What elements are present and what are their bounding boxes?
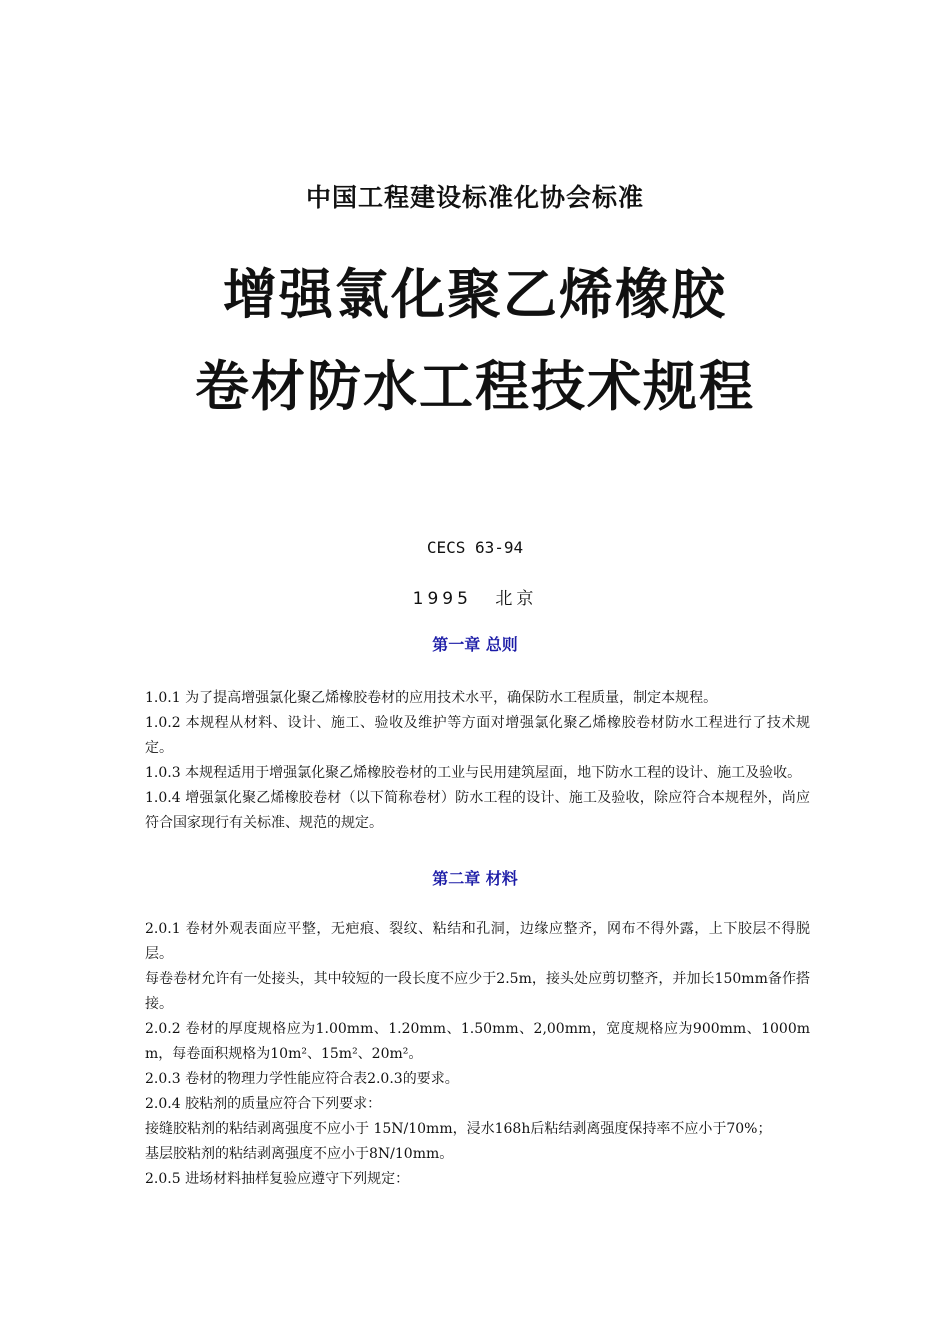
clause-1-0-2: 1.0.2 本规程从材料、设计、施工、验收及维护等方面对增强氯化聚乙烯橡胶卷材防水工程进行了技术规定。 [145, 715, 810, 756]
clause-2-0-4-seam-adhesive: 接缝胶粘剂的粘结剥离强度不应小于 15N/10mm，浸水168h后粘结剥离强度保持率不应小于70%； [145, 1121, 772, 1137]
clause-1-0-1: 1.0.1 为了提高增强氯化聚乙烯橡胶卷材的应用技术水平，确保防水工程质量，制定本规程。 [145, 690, 718, 706]
clause-2-0-3: 2.0.3 卷材的物理力学性能应符合表2.0.3的要求。 [145, 1071, 459, 1087]
clause-2-0-4-base-adhesive: 基层胶粘剂的粘结剥离强度不应小于8N/10mm。 [145, 1146, 454, 1162]
clause-2-0-5: 2.0.5 进场材料抽样复验应遵守下列规定： [145, 1171, 410, 1187]
chapter2-heading: 第二章 材料 [432, 869, 518, 888]
clause-2-0-2: 2.0.2 卷材的厚度规格应为1.00mm、1.20mm、1.50mm、2,00mm，宽度规格应为900mm、1000mm，每卷面积规格为10m²、15m²、20m²。 [145, 1021, 810, 1062]
document-title-line2: 卷材防水工程技术规程 [195, 355, 755, 418]
clause-1-0-4: 1.0.4 增强氯化聚乙烯橡胶卷材（以下简称卷材）防水工程的设计、施工及验收，除应符合本规程外，尚应符合国家现行有关标准、规范的规定。 [145, 790, 810, 831]
clause-2-0-1: 2.0.1 卷材外观表面应平整，无疤痕、裂纹、粘结和孔洞，边缘应整齐，网布不得外露，上下胶层不得脱层。 [145, 921, 810, 962]
chapter1-heading: 第一章 总则 [432, 635, 518, 654]
clause-1-0-3: 1.0.3 本规程适用于增强氯化聚乙烯橡胶卷材的工业与民用建筑屋面，地下防水工程的设计、施工及验收。 [145, 765, 802, 781]
organization-line: 中国工程建设标准化协会标准 [305, 183, 644, 212]
chapter1-body [145, 686, 810, 836]
standard-code: CECS 63-94 [426, 538, 524, 557]
chapter2-body [145, 917, 810, 1192]
document-title-line1: 增强氯化聚乙烯橡胶 [223, 263, 727, 326]
year-place: 1995 北京 [412, 589, 538, 609]
clause-2-0-1-joint: 每卷卷材允许有一处接头，其中较短的一段长度不应少于2.5m，接头处应剪切整齐，并加长150mm备作搭接。 [145, 971, 810, 1012]
clause-2-0-4: 2.0.4 胶粘剂的质量应符合下列要求： [145, 1096, 382, 1112]
